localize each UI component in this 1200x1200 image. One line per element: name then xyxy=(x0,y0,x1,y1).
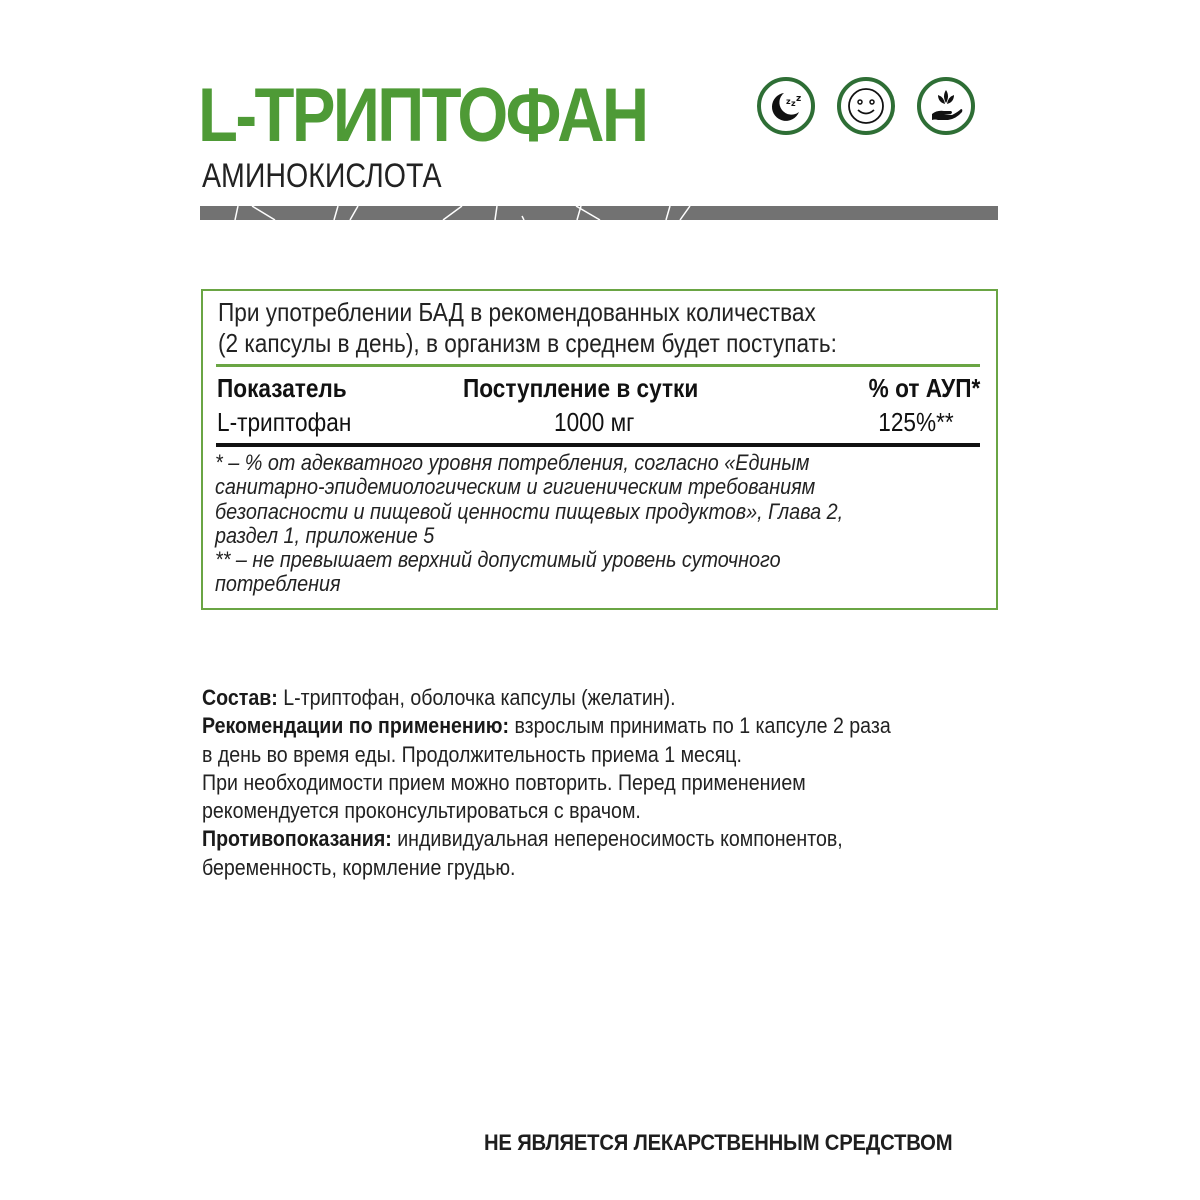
footnote-line: * – % от адекватного уровня потребления, согласно «Единым xyxy=(215,450,810,475)
lotus-hand-icon xyxy=(917,77,975,135)
intro-text xyxy=(218,297,837,359)
product-subtitle: АМИНОКИСЛОТА xyxy=(202,157,442,195)
footnote-line: ** – не превышает верхний допустимый уровень суточного xyxy=(215,547,781,573)
composition-label: Состав: xyxy=(202,685,278,710)
footnote-line: безопасности и пищевой ценности пищевых продуктов», Глава 2, xyxy=(215,498,844,524)
contra-text: индивидуальная непереносимость компонентов, xyxy=(391,826,843,852)
decorative-stripe xyxy=(200,206,998,220)
recommend-label: Рекомендации по применению: xyxy=(202,713,510,739)
black-divider xyxy=(216,443,980,447)
table-header-indicator: Показатель xyxy=(217,373,347,403)
contra-line xyxy=(202,825,891,853)
svg-text:z: z xyxy=(796,94,802,104)
benefit-icons xyxy=(757,77,975,135)
recommend-text: в день во время еды. Продолжительность приема 1 месяц. xyxy=(202,741,742,767)
recommend-text: взрослым принимать по 1 капсуле 2 раза xyxy=(509,713,891,739)
nutrition-info-box xyxy=(201,289,998,610)
recommend-text: рекомендуется проконсультироваться с врачом. xyxy=(202,798,641,824)
footnote-line: потребления xyxy=(215,571,341,597)
composition-section xyxy=(202,684,891,882)
svg-text:z: z xyxy=(791,99,796,108)
table-header-percent: % от АУП* xyxy=(868,373,980,403)
footnotes xyxy=(215,451,843,597)
sleep-moon-icon xyxy=(757,77,815,135)
green-divider xyxy=(216,364,980,367)
composition-text: L-триптофан, оболочка капсулы (желатин). xyxy=(277,685,676,710)
disclaimer: НЕ ЯВЛЯЕТСЯ ЛЕКАРСТВЕННЫМ СРЕДСТВОМ xyxy=(484,1130,953,1155)
table-cell-amount: 1000 мг xyxy=(554,407,635,437)
contra-text: беременность, кормление грудью. xyxy=(202,854,516,880)
recommend-line xyxy=(202,712,891,740)
intro-line: При употреблении БАД в рекомендованных количествах xyxy=(218,297,816,327)
contra-label: Противопоказания: xyxy=(202,826,392,852)
footnote-line: раздел 1, приложение 5 xyxy=(215,522,435,548)
product-title: L-ТРИПТОФАН xyxy=(198,73,647,158)
table-header-daily-intake: Поступление в сутки xyxy=(463,373,699,403)
svg-text:z: z xyxy=(786,97,791,106)
recommend-text: При необходимости прием можно повторить. Перед применением xyxy=(202,769,806,795)
table-cell-percent: 125%** xyxy=(878,407,954,437)
table-cell-name: L-триптофан xyxy=(217,407,352,437)
footnote-line: санитарно-эпидемиологическим и гигиеническим требованиям xyxy=(215,474,816,500)
smile-icon xyxy=(837,77,895,135)
composition-line xyxy=(202,684,891,712)
intro-line: (2 капсулы в день), в организм в среднем будет поступать: xyxy=(218,328,837,358)
